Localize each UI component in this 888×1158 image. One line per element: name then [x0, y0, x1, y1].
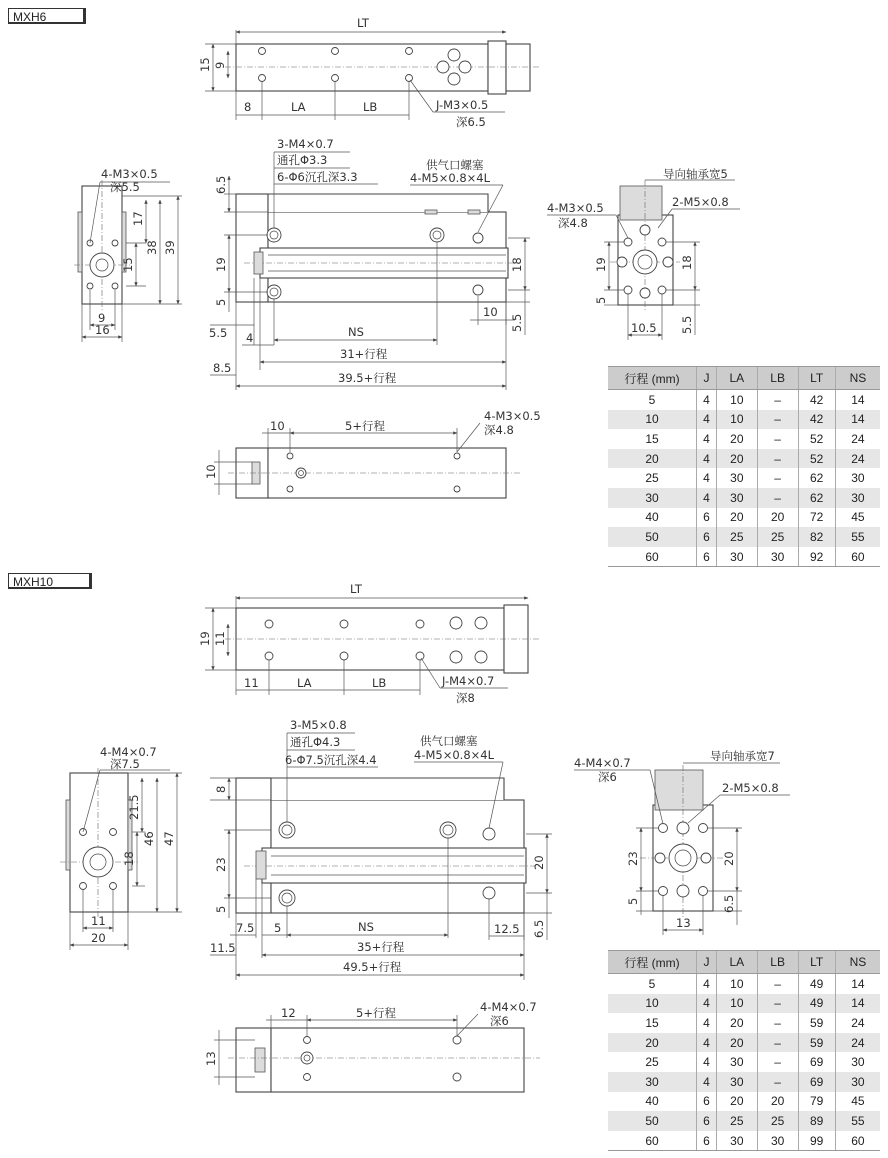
table-row	[608, 390, 880, 410]
table-cell: 24	[835, 449, 880, 469]
table-cell: 5	[648, 976, 656, 991]
dim-la: LA	[291, 100, 306, 114]
table-cell: –	[757, 994, 798, 1014]
table-cell: 5	[648, 392, 656, 407]
table-row	[608, 468, 880, 488]
front-h5: 5	[214, 298, 228, 306]
table-cell: 4	[697, 994, 717, 1014]
side-h47: 47	[162, 831, 176, 846]
side-hole-depth: 深7.5	[110, 757, 140, 771]
bottom-s5: 5+行程	[345, 419, 385, 433]
table-cell: 24	[835, 1033, 880, 1053]
dim-la: LA	[297, 676, 312, 690]
end-port: 2-M5×0.8	[722, 781, 779, 795]
table-cell: 10	[608, 410, 697, 430]
bottom-h13: 13	[204, 1051, 218, 1066]
table-cell: –	[757, 1033, 798, 1053]
end-h55: 5.5	[680, 315, 694, 334]
table-row	[608, 508, 880, 528]
table-cell: 50	[608, 527, 697, 547]
table-cell: 4	[697, 410, 717, 430]
front-port2: 4-M5×0.8×4L	[410, 171, 490, 185]
table-row	[608, 974, 880, 994]
table-cell: 55	[835, 1111, 880, 1131]
dim-11: 11	[244, 676, 259, 690]
front-s395: 39.5+行程	[338, 371, 397, 385]
bottom-n1: 4-M4×0.7	[480, 1000, 537, 1014]
end-w105: 10.5	[631, 321, 657, 335]
table-cell: –	[757, 974, 798, 994]
front-h20: 20	[532, 855, 546, 870]
table-cell: 15	[645, 1015, 659, 1030]
bottom-view	[204, 409, 541, 498]
table-cell: 69	[798, 1072, 835, 1092]
table-cell: 4	[697, 974, 717, 994]
dim-lb: LB	[372, 676, 387, 690]
side-h17: 17	[131, 211, 145, 226]
table-cell: 99	[798, 1131, 835, 1151]
table-cell: 60	[608, 547, 697, 567]
end-h5: 5	[594, 296, 608, 304]
front-h55r: 5.5	[510, 313, 524, 332]
table-row	[608, 1131, 880, 1151]
side-hole-depth: 深5.5	[110, 180, 140, 194]
note-j-thread: J-M3×0.5	[436, 98, 489, 112]
table-cell: 4	[697, 1052, 717, 1072]
table-cell: 52	[798, 429, 835, 449]
front-h8: 8	[214, 785, 228, 793]
front-ns: NS	[358, 920, 374, 934]
table-header-cell: LB	[757, 367, 798, 390]
table-cell: 20	[608, 1033, 697, 1053]
front-w75: 7.5	[236, 921, 255, 935]
model-tag-mxh6: MXH6	[8, 8, 86, 24]
table-cell: 69	[798, 1052, 835, 1072]
table-cell: 25	[645, 471, 659, 486]
front-w5: 5	[274, 921, 282, 935]
side-h38: 38	[145, 240, 159, 255]
table-cell: –	[757, 410, 798, 430]
front-port1: 供气口螺塞	[426, 158, 484, 172]
table-cell: 10	[716, 390, 757, 410]
front-h65: 6.5	[214, 175, 228, 194]
note-j-depth: 深8	[456, 691, 475, 705]
side-w9: 9	[98, 311, 106, 325]
table-cell: –	[757, 1072, 798, 1092]
table-cell: 62	[798, 488, 835, 508]
front-n1: 3-M4×0.7	[277, 137, 334, 151]
dim-h-outer: 19	[198, 631, 212, 646]
table-cell: 6	[697, 1131, 717, 1151]
table-cell: 79	[798, 1092, 835, 1112]
table-header-cell: J	[697, 367, 717, 390]
table-header-cell: J	[697, 951, 717, 974]
table-cell: –	[757, 488, 798, 508]
end-h20: 20	[722, 851, 736, 866]
table-cell: 10	[716, 974, 757, 994]
end-n2: 深6	[598, 770, 617, 784]
table-cell: 30	[608, 488, 697, 508]
table-cell: 82	[798, 527, 835, 547]
table-cell: 25	[645, 1055, 659, 1070]
end-n2: 深4.8	[558, 216, 588, 230]
table-cell: –	[757, 1013, 798, 1033]
front-n3: 6-Φ7.5沉孔深4.4	[285, 753, 377, 767]
table-cell: 4	[697, 1033, 717, 1053]
table-header-cell: LB	[757, 951, 798, 974]
table-cell: –	[757, 390, 798, 410]
dim-h-outer: 15	[198, 57, 212, 72]
front-n2: 通孔Φ3.3	[277, 153, 328, 167]
table-cell: 40	[645, 510, 659, 525]
table-cell: 62	[798, 468, 835, 488]
bottom-n1: 4-M3×0.5	[484, 409, 541, 423]
table-cell: 20	[757, 1092, 798, 1112]
table-cell: 42	[798, 390, 835, 410]
side-h46: 46	[142, 831, 156, 846]
table-row	[608, 429, 880, 449]
table-cell: 30	[716, 547, 757, 567]
table-cell: 40	[645, 1094, 659, 1109]
table-cell: 10	[716, 410, 757, 430]
bottom-w10: 10	[270, 419, 285, 433]
side-w11: 11	[91, 914, 106, 928]
table-cell: 14	[835, 974, 880, 994]
table-row	[608, 527, 880, 547]
table-cell: 25	[757, 1111, 798, 1131]
front-h65r: 6.5	[532, 919, 546, 938]
table-cell: 30	[716, 1131, 757, 1151]
table-row	[608, 547, 880, 567]
table-cell: 60	[835, 1131, 880, 1151]
table-row	[608, 410, 880, 430]
table-cell: 20	[716, 508, 757, 528]
front-h19: 19	[214, 257, 228, 272]
table-cell: 30	[835, 468, 880, 488]
front-port2: 4-M5×0.8×4L	[414, 748, 494, 762]
table-cell: 6	[697, 1111, 717, 1131]
table-cell: –	[757, 429, 798, 449]
table-row	[608, 1052, 880, 1072]
table-cell: 30	[716, 488, 757, 508]
spec-table-mxh6	[608, 366, 880, 567]
table-cell: 10	[716, 994, 757, 1014]
end-h23: 23	[626, 851, 640, 866]
table-cell: 20	[716, 1033, 757, 1053]
front-h18: 18	[510, 257, 524, 272]
front-port1: 供气口螺塞	[420, 734, 478, 748]
dim-lt: LT	[357, 16, 369, 30]
table-cell: 60	[608, 1131, 697, 1151]
table-cell: –	[757, 1052, 798, 1072]
dim-h-inner: 11	[213, 631, 227, 646]
table-cell: 6	[697, 547, 717, 567]
table-cell: 20	[716, 449, 757, 469]
dim-8: 8	[244, 100, 252, 114]
table-cell: 4	[697, 488, 717, 508]
table-cell: 49	[798, 994, 835, 1014]
table-cell: 45	[835, 1092, 880, 1112]
table-row	[608, 1092, 880, 1112]
table-cell: 6	[697, 508, 717, 528]
table-cell: 45	[835, 508, 880, 528]
table-row	[608, 488, 880, 508]
dim-lt: LT	[350, 582, 362, 596]
table-header-cell: LT	[798, 367, 835, 390]
table-cell: 24	[835, 1013, 880, 1033]
table-header-cell: 行程 (mm)	[608, 951, 697, 974]
table-cell: 59	[798, 1013, 835, 1033]
front-view	[210, 718, 552, 980]
end-view	[574, 749, 790, 935]
table-cell: 72	[798, 508, 835, 528]
table-cell: 14	[835, 410, 880, 430]
table-cell: 55	[835, 527, 880, 547]
front-w4: 4	[246, 331, 254, 345]
table-header-row	[608, 951, 880, 974]
table-header-row	[608, 367, 880, 390]
end-guide: 导向轴承宽5	[663, 167, 728, 181]
model-tag-mxh10: MXH10	[8, 573, 92, 589]
table-row	[608, 1111, 880, 1131]
table-cell: 30	[835, 488, 880, 508]
table-cell: 59	[798, 1033, 835, 1053]
table-cell: 4	[697, 429, 717, 449]
table-cell: 30	[835, 1072, 880, 1092]
table-header-cell: NS	[835, 951, 880, 974]
table-cell: 30	[757, 547, 798, 567]
side-h18: 18	[122, 851, 136, 866]
table-cell: 30	[716, 468, 757, 488]
table-cell: –	[757, 468, 798, 488]
end-h18: 18	[680, 255, 694, 270]
table-row	[608, 1033, 880, 1053]
table-cell: 30	[608, 1072, 697, 1092]
table-cell: 30	[716, 1052, 757, 1072]
bottom-h10: 10	[204, 464, 218, 479]
table-cell: 10	[608, 994, 697, 1014]
end-w13: 13	[676, 916, 691, 930]
front-h5: 5	[214, 905, 228, 913]
table-cell: 20	[608, 449, 697, 469]
table-cell: 6	[697, 1092, 717, 1112]
table-cell: 20	[716, 1092, 757, 1112]
table-header-cell: 行程 (mm)	[608, 367, 697, 390]
table-cell: 25	[716, 1111, 757, 1131]
table-cell: 14	[835, 994, 880, 1014]
table-cell: 4	[697, 390, 717, 410]
table-cell: 42	[798, 410, 835, 430]
table-header-cell: LA	[716, 367, 757, 390]
spec-table-mxh10	[608, 950, 880, 1151]
front-w115: 11.5	[210, 941, 236, 955]
front-w10: 10	[483, 305, 498, 319]
table-cell: 4	[697, 1072, 717, 1092]
table-cell: 20	[716, 1013, 757, 1033]
dim-h-inner: 9	[213, 61, 227, 69]
bottom-s5: 5+行程	[356, 1006, 396, 1020]
table-cell: 30	[835, 1052, 880, 1072]
table-cell: 60	[835, 547, 880, 567]
front-ns: NS	[348, 325, 364, 339]
table-cell: 20	[757, 508, 798, 528]
table-cell: 6	[697, 527, 717, 547]
table-cell: 49	[798, 974, 835, 994]
table-cell: 25	[716, 527, 757, 547]
table-cell: 24	[835, 429, 880, 449]
end-view	[547, 167, 740, 340]
table-cell: 20	[716, 429, 757, 449]
bottom-n2: 深6	[490, 1014, 509, 1028]
end-h5: 5	[626, 897, 640, 905]
end-port: 2-M5×0.8	[672, 195, 729, 209]
table-cell: 25	[757, 527, 798, 547]
bottom-n2: 深4.8	[484, 423, 514, 437]
note-j-thread: J-M4×0.7	[442, 674, 495, 688]
bottom-w12: 12	[281, 1006, 296, 1020]
front-s35: 35+行程	[357, 940, 405, 954]
front-w125: 12.5	[494, 922, 520, 936]
front-w85: 8.5	[213, 361, 232, 375]
dim-lb: LB	[363, 100, 378, 114]
note-j-depth: 深6.5	[456, 115, 486, 129]
table-cell: 89	[798, 1111, 835, 1131]
table-cell: 52	[798, 449, 835, 469]
end-guide: 导向轴承宽7	[710, 749, 775, 763]
top-view	[198, 582, 540, 705]
side-h39: 39	[163, 240, 177, 255]
front-n1: 3-M5×0.8	[290, 718, 347, 732]
side-w16: 16	[95, 323, 110, 337]
side-hole-thread: 4-M4×0.7	[100, 745, 157, 759]
side-view	[60, 745, 182, 950]
table-row	[608, 449, 880, 469]
table-row	[608, 994, 880, 1014]
table-cell: 30	[716, 1072, 757, 1092]
end-n1: 4-M4×0.7	[574, 756, 631, 770]
table-cell: 4	[697, 468, 717, 488]
table-cell: 4	[697, 1013, 717, 1033]
table-row	[608, 1013, 880, 1033]
front-h55: 5.5	[209, 326, 228, 340]
front-n2: 通孔Φ4.3	[290, 735, 341, 749]
front-n3: 6-Φ6沉孔深3.3	[277, 170, 358, 184]
top-view	[198, 16, 540, 129]
table-cell: 15	[645, 431, 659, 446]
table-cell: 50	[608, 1111, 697, 1131]
side-view	[74, 167, 182, 342]
table-cell: 4	[697, 449, 717, 469]
table-cell: 92	[798, 547, 835, 567]
side-h15: 15	[121, 257, 135, 272]
end-h65: 6.5	[722, 894, 736, 913]
front-s31: 31+行程	[340, 347, 388, 361]
front-view	[209, 137, 530, 390]
table-header-cell: NS	[835, 367, 880, 390]
front-h23: 23	[214, 857, 228, 872]
table-header-cell: LA	[716, 951, 757, 974]
end-h19: 19	[594, 257, 608, 272]
table-cell: 30	[757, 1131, 798, 1151]
end-n1: 4-M3×0.5	[547, 201, 604, 215]
table-cell: –	[757, 449, 798, 469]
table-cell: 14	[835, 390, 880, 410]
bottom-view	[204, 1000, 540, 1092]
table-row	[608, 1072, 880, 1092]
side-w20: 20	[91, 931, 106, 945]
side-h215: 21.5	[127, 794, 141, 820]
side-hole-thread: 4-M3×0.5	[101, 167, 158, 181]
front-s495: 49.5+行程	[343, 960, 402, 974]
table-header-cell: LT	[798, 951, 835, 974]
